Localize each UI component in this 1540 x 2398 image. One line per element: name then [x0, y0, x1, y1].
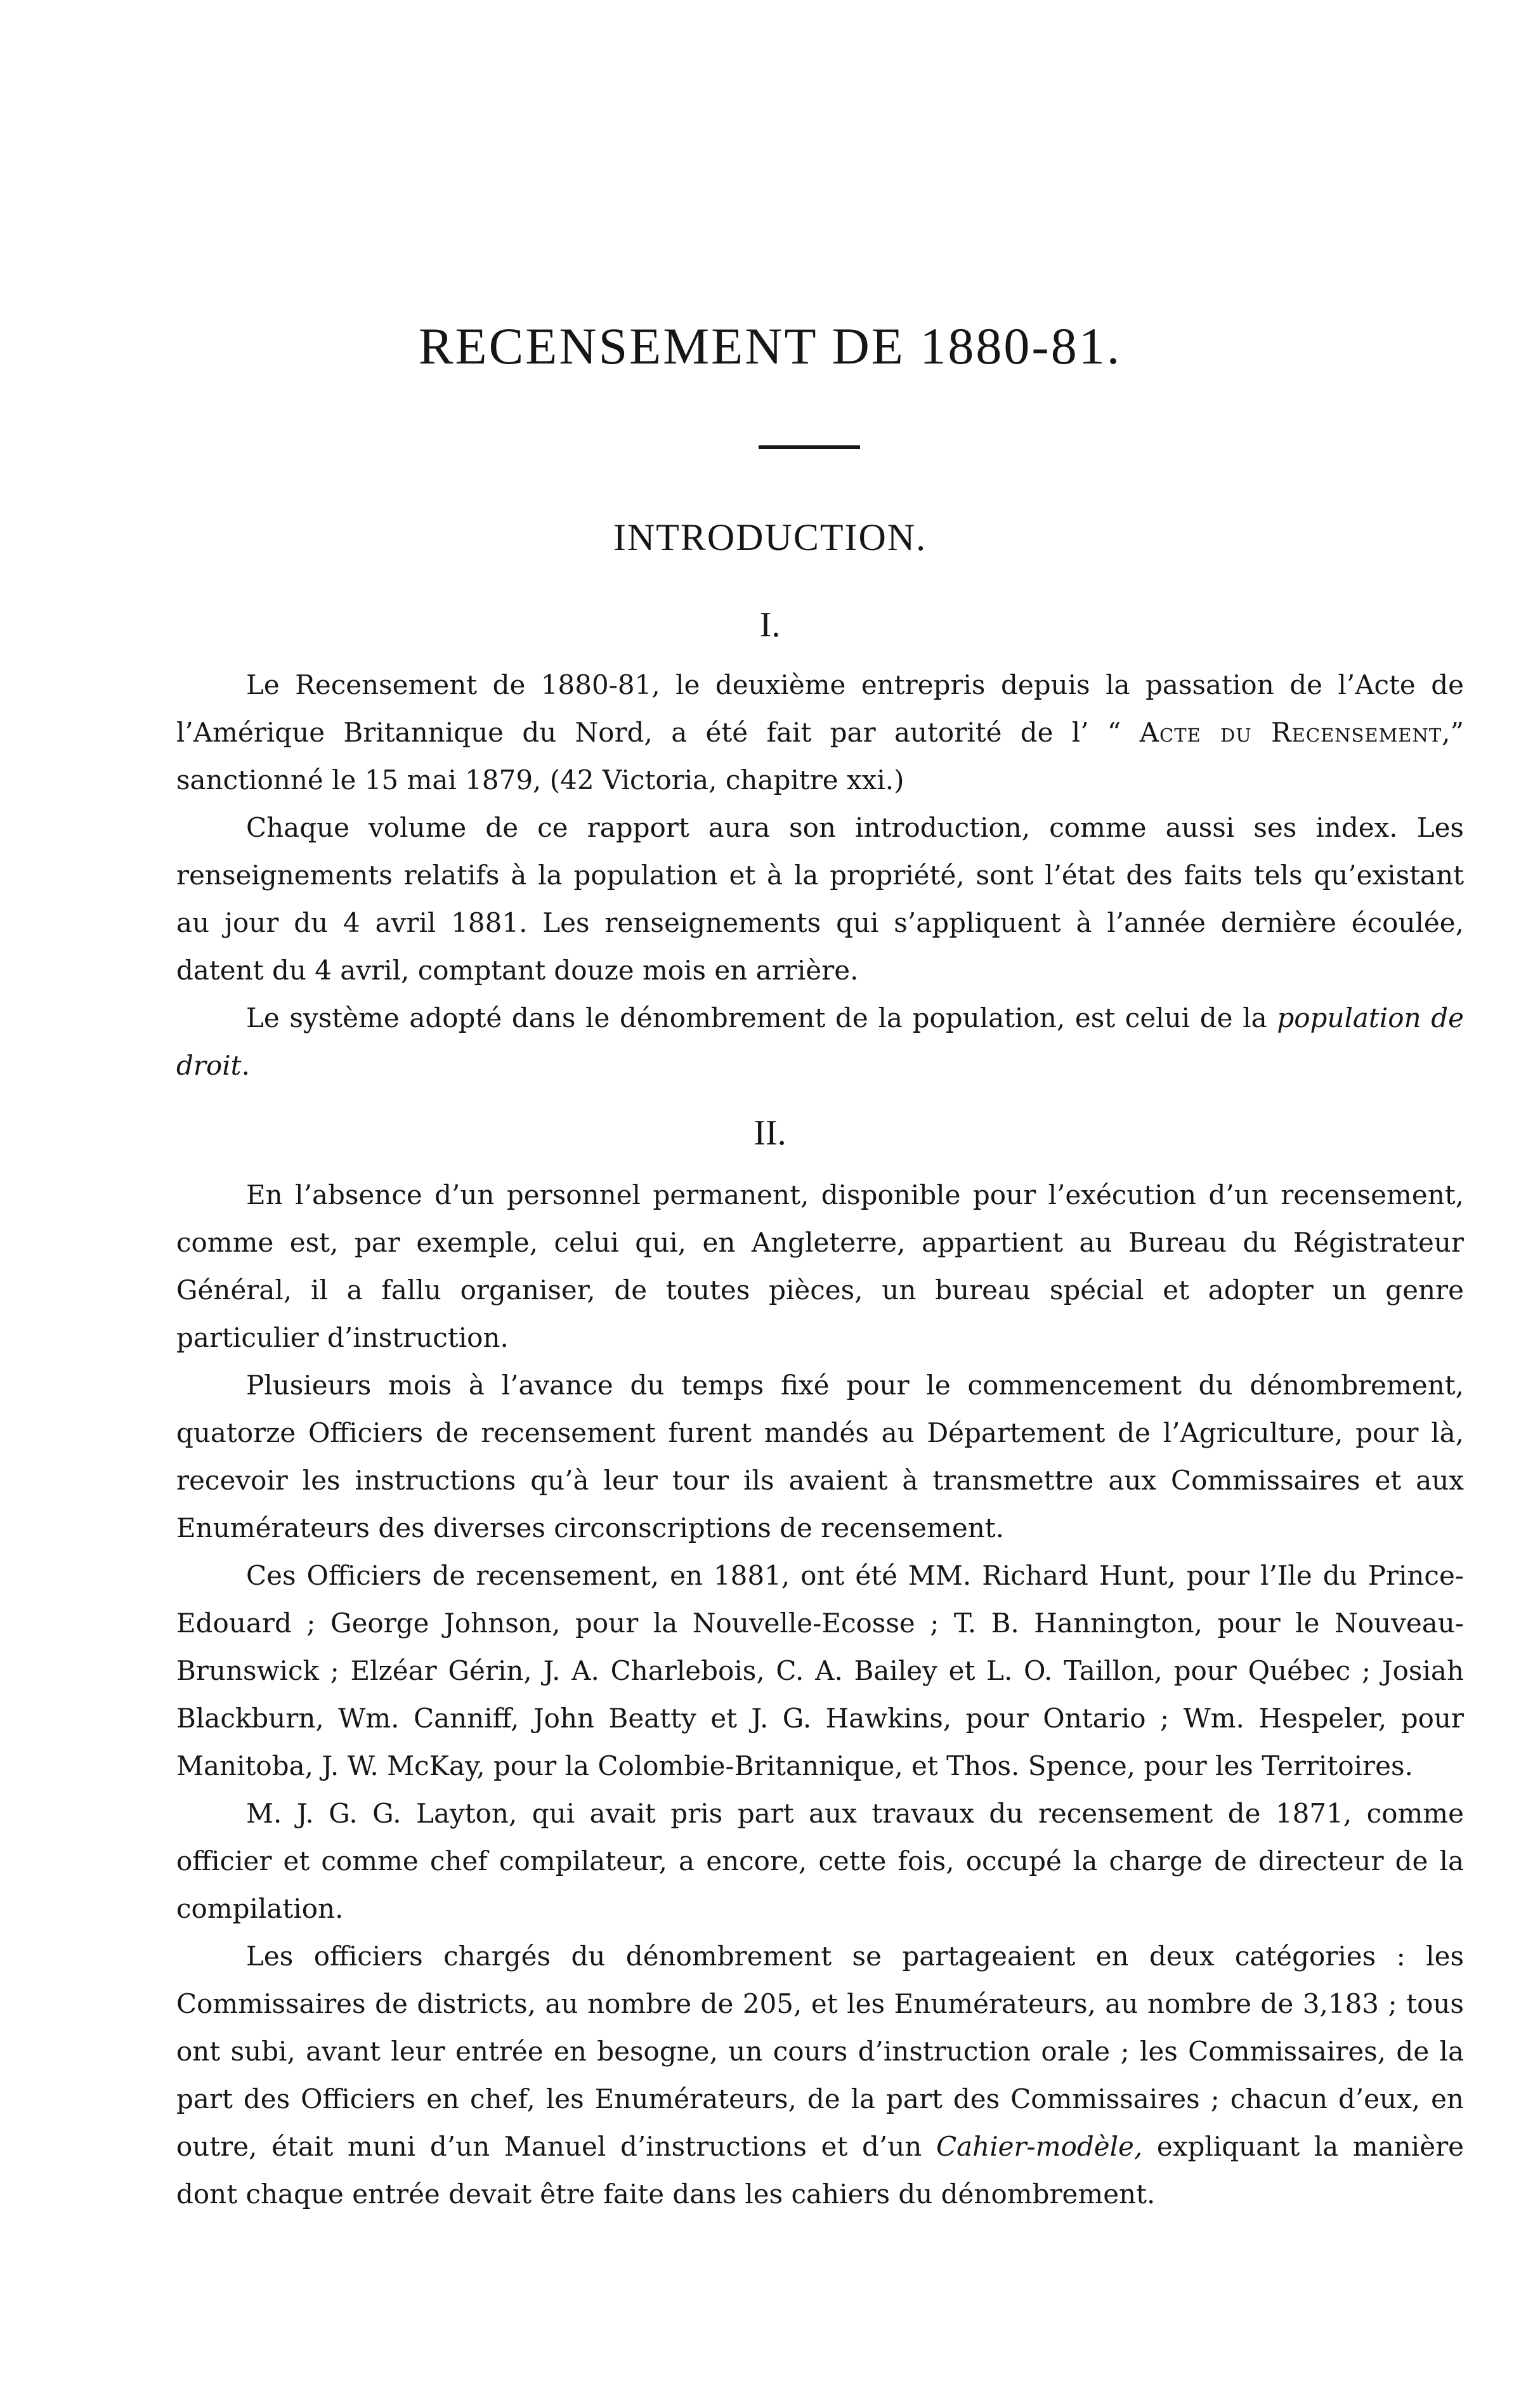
paragraph: Ces Officiers de recensement, en 1881, ont été MM. Richard Hunt, pour l’Ile du Prince-Edouard ; George Johnson, pour la Nouvelle-Ecosse ; T. B. Hannington, pour le Nouveau-Brunswick ; Elzéar Gérin, J. A. Charlebois, C. A. Bailey et L. O. Taillon, pour Québec ; Josiah Blackburn, Wm. Canniff, John Beatty et J. G. Hawkins, pour Ontario ; Wm. Hespeler, pour Manitoba, J. W. McKay, pour la Colombie-Britannique, et Thos. Spence, pour les Territoires.: [176, 1560, 1464, 1781]
paragraph: Plusieurs mois à l’avance du temps fixé pour le commencement du dénombrement, quatorze Officiers de recensement furent mandés au Département de l’Agriculture, pour là, recevoir les instructions qu’à leur tour ils avaient à transmettre aux Commissaires et aux Enumérateurs des diverses circonscriptions de recensement.: [176, 1370, 1464, 1543]
section-2-body: [176, 1171, 1464, 2218]
section-number-2: II.: [754, 1113, 786, 1153]
paragraph: M. J. G. G. Layton, qui avait pris part aux travaux du recensement de 1871, comme officier et comme chef compilateur, a encore, cette fois, occupé la charge de directeur de la compilation.: [176, 1798, 1464, 1924]
paragraph: En l’absence d’un personnel permanent, disponible pour l’exécution d’un recensement, comme est, par exemple, celui qui, en Angleterre, appartient au Bureau du Régistrateur Général, il a fallu organiser, de toutes pièces, un bureau spécial et adopter un genre particulier d’instruction.: [176, 1179, 1464, 1353]
italic-term: population de droit: [176, 1002, 1464, 1081]
paragraph-text: .: [241, 1050, 250, 1081]
section-1-body: [176, 661, 1464, 1089]
paragraph: [176, 661, 1464, 804]
paragraph-text: Les officiers chargés du dénombrement se partageaient en deux catégories : les Commissaires de districts, au nombre de 205, et les Enumérateurs, au nombre de 3,183 ; tous ont subi, avant leur entrée en besogne, un cours d’instruction orale ; les Commissaires, de la part des Officiers en chef, les Enumérateurs, de la part des Commissaires ; chacun d’eux, en outre, était muni d’un Manuel d’instructions et d’un: [176, 1941, 1464, 2162]
paragraph: Chaque volume de ce rapport aura son introduction, comme aussi ses index. Les renseignements relatifs à la population et à la propriété, sont l’état des faits tels qu’existant au jour du 4 avril 1881. Les renseignements qui s’appliquent à l’année dernière écoulée, datent du 4 avril, comptant douze mois en arrière.: [176, 812, 1464, 986]
page-title: RECENSEMENT DE 1880-81.: [418, 317, 1122, 375]
italic-term: Cahier-modèle,: [936, 2131, 1143, 2162]
paragraph: [176, 994, 1464, 1089]
paragraph-text: Le Recensement de 1880-81, le deuxième entrepris depuis la passation de l’Acte de l’Amérique Britannique du Nord, a été fait par autorité de l’ “: [176, 669, 1464, 748]
section-heading: INTRODUCTION.: [613, 516, 927, 558]
act-title-smallcaps: Acte du Recensement: [1139, 717, 1442, 748]
paragraph-text: Le système adopté dans le dénombrement de la population, est celui de la: [246, 1002, 1277, 1033]
title-divider: [759, 445, 860, 449]
paragraph-text: expliquant la manière dont chaque entrée devait être faite dans les cahiers du dénombrement.: [176, 2131, 1464, 2210]
section-number-1: I.: [759, 605, 781, 645]
paragraph: [176, 1932, 1464, 2218]
paragraph-text: ,” sanctionné le 15 mai 1879, (42 Victoria, chapitre xxi.): [176, 717, 1464, 796]
